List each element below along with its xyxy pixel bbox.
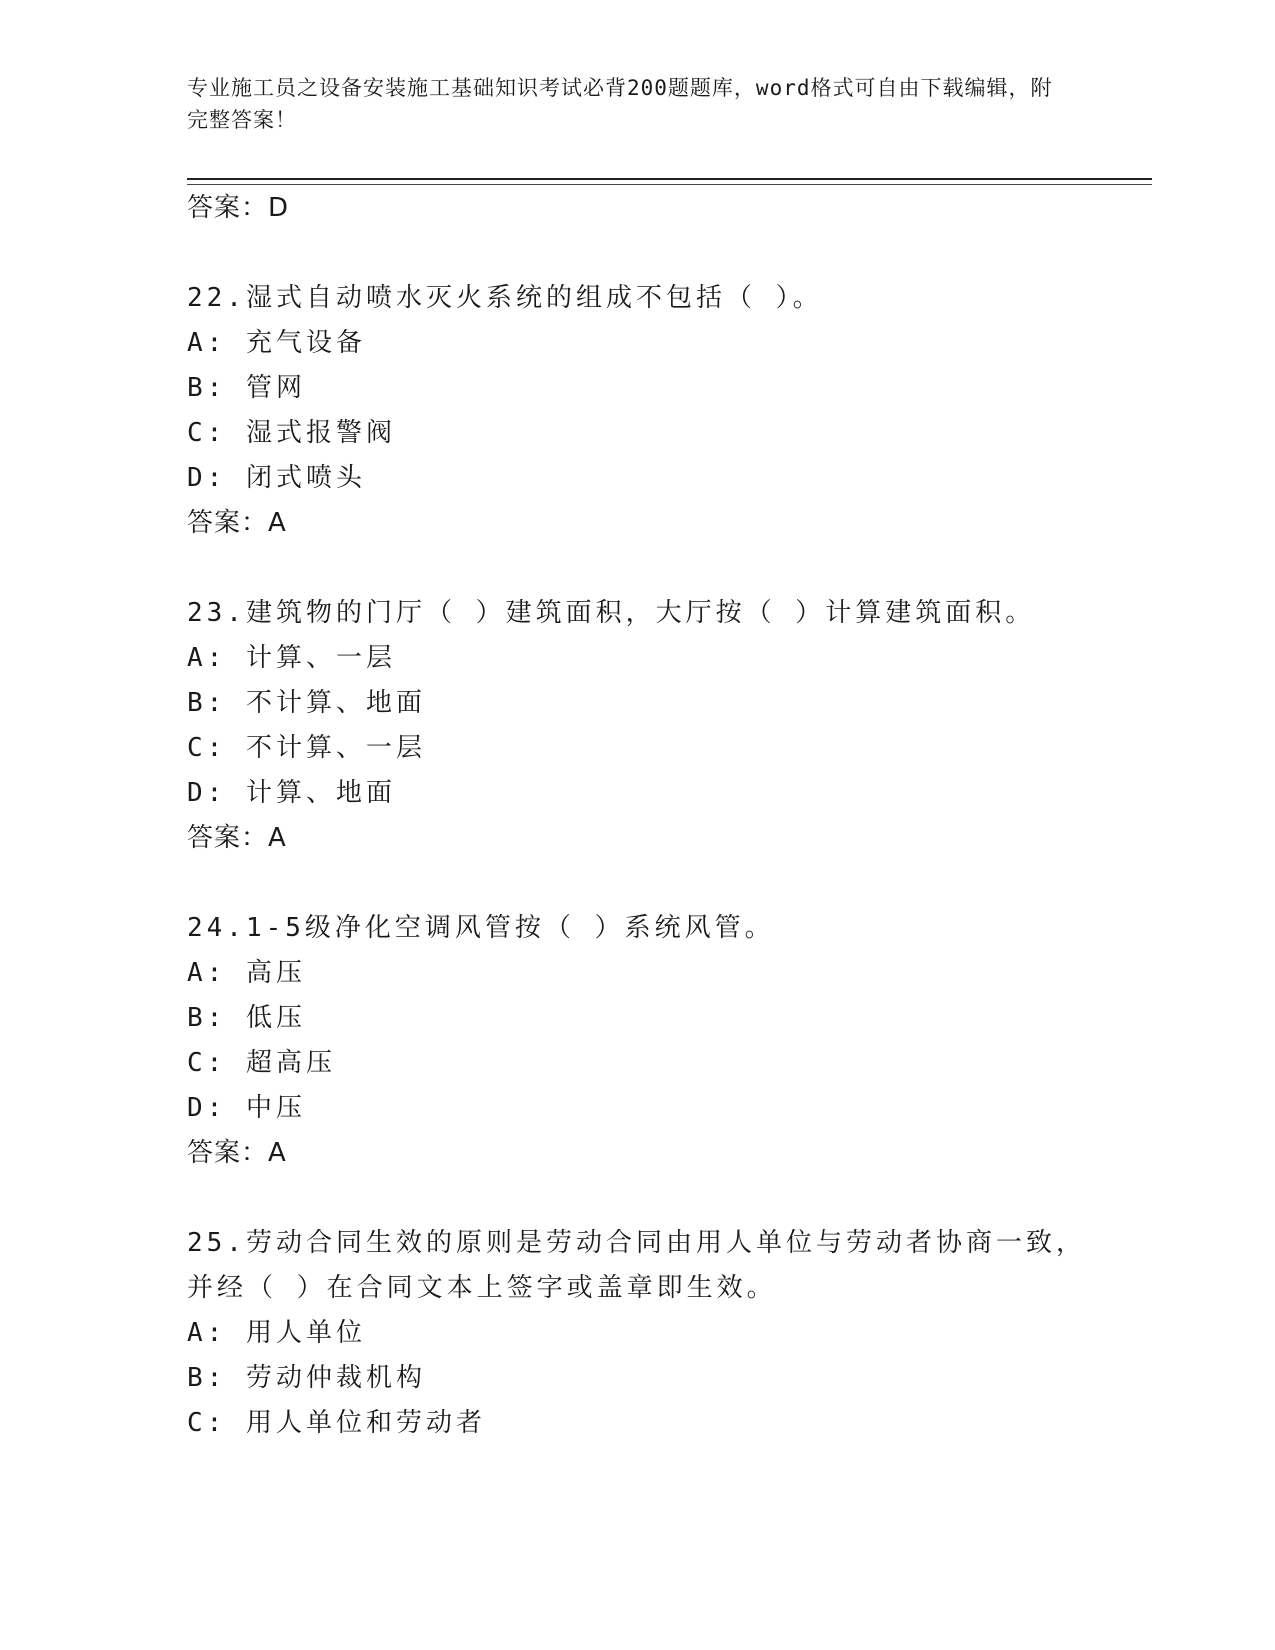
option-a: A: 用人单位 [187, 1318, 366, 1348]
option-c: C: 超高压 [187, 1048, 336, 1078]
question-text: 25.劳动合同生效的原则是劳动合同由用人单位与劳动者协商一致，并经（ ）在合同文本上签字或盖章即生效。 [187, 1228, 1086, 1303]
option-b: B: 管网 [187, 373, 306, 403]
option-b: B: 低压 [187, 1003, 306, 1033]
question-item [187, 906, 1087, 1176]
answer-line: 答案：A [187, 1138, 287, 1168]
answer-line: 答案：A [187, 508, 287, 538]
option-b: B: 不计算、地面 [187, 688, 426, 718]
question-item [187, 591, 1087, 861]
option-a: A: 计算、一层 [187, 643, 396, 673]
option-d: D: 闭式喷头 [187, 463, 366, 493]
option-a: A: 高压 [187, 958, 306, 988]
question-item [187, 1221, 1087, 1446]
answer-line: 答案：A [187, 823, 287, 853]
option-c: C: 用人单位和劳动者 [187, 1408, 486, 1438]
question-text: 22.湿式自动喷水灭火系统的组成不包括（ ）。 [187, 283, 823, 313]
option-d: D: 中压 [187, 1093, 306, 1123]
question-text: 23.建筑物的门厅（ ）建筑面积，大厅按（ ）计算建筑面积。 [187, 598, 1036, 628]
header-divider [187, 178, 1152, 180]
answer-line: 答案：D [187, 193, 290, 223]
question-item [187, 276, 1087, 546]
option-d: D: 计算、地面 [187, 778, 396, 808]
header-divider-thin [187, 184, 1152, 185]
question-text: 24.1-5级净化空调风管按（ ）系统风管。 [187, 913, 775, 943]
option-c: C: 不计算、一层 [187, 733, 426, 763]
option-b: B: 劳动仲裁机构 [187, 1363, 426, 1393]
option-c: C: 湿式报警阀 [187, 418, 396, 448]
option-a: A: 充气设备 [187, 328, 366, 358]
document-header: 专业施工员之设备安装施工基础知识考试必背200题题库，word格式可自由下载编辑，附完整答案！ [187, 76, 1053, 132]
question-list [187, 186, 1087, 1446]
